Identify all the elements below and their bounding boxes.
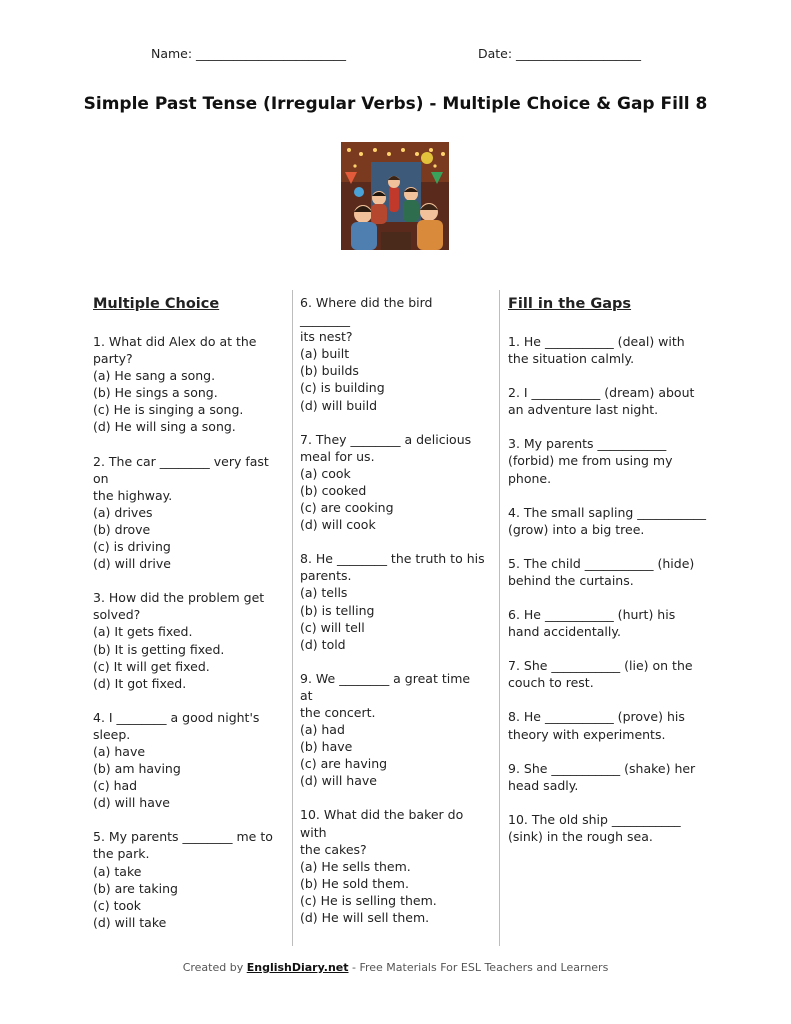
multiple-choice-heading: Multiple Choice	[93, 296, 220, 312]
question-text-line: 6. He ___________ (hurt) his	[508, 607, 676, 623]
answer-option[interactable]: (b) is telling	[300, 602, 375, 618]
question-text-line: 7. She ___________ (lie) on the	[508, 658, 693, 674]
question-text-line: 3. How did the problem get	[93, 590, 265, 606]
question-text-line: the situation calmly.	[508, 351, 635, 367]
question-text-line: its nest?	[300, 329, 353, 345]
question-text-line: 9. She ___________ (shake) her	[508, 760, 696, 776]
question-text-line: 2. I ___________ (dream) about	[508, 385, 695, 401]
question-text-line: the concert.	[300, 704, 376, 720]
question-item	[93, 589, 283, 692]
question-text-line: 7. They ________ a delicious	[300, 431, 472, 447]
question-text-line: 3. My parents ___________	[508, 436, 667, 452]
question-item	[508, 606, 708, 640]
worksheet-title: Simple Past Tense (Irregular Verbs) - Multiple Choice & Gap Fill 8	[83, 94, 708, 114]
answer-option[interactable]: (a) cook	[300, 465, 351, 481]
question-item	[508, 435, 708, 486]
question-text-line: hand accidentally.	[508, 624, 621, 640]
name-field-label: Name: ________________________	[151, 46, 347, 61]
question-text-line: 10. The old ship ___________	[508, 811, 681, 827]
answer-option[interactable]: (b) cooked	[300, 482, 367, 498]
question-text-line: an adventure last night.	[508, 402, 659, 418]
multiple-choice-column-2	[300, 294, 485, 943]
gap-fill-column	[508, 294, 708, 862]
question-text-line: meal for us.	[300, 448, 375, 464]
answer-option[interactable]: (b) He sings a song.	[93, 385, 218, 401]
answer-option[interactable]: (c) took	[93, 897, 142, 913]
question-text-line: 10. What did the baker do with	[300, 807, 468, 840]
answer-option[interactable]: (c) are cooking	[300, 500, 394, 516]
question-text-line: 4. I ________ a good night's	[93, 709, 260, 725]
answer-option[interactable]: (b) are taking	[93, 880, 178, 896]
question-text-line: (forbid) me from using my	[508, 453, 673, 469]
answer-option[interactable]: (d) He will sell them.	[300, 910, 430, 925]
question-item	[300, 294, 485, 414]
answer-option[interactable]: (b) He sold them.	[300, 875, 409, 891]
question-item	[508, 333, 708, 367]
answer-option[interactable]: (b) am having	[93, 761, 181, 777]
question-text-line: 5. The child ___________ (hide)	[508, 555, 695, 571]
answer-option[interactable]: (b) have	[300, 739, 353, 755]
answer-option[interactable]: (a) tells	[300, 585, 348, 601]
answer-option[interactable]: (c) He is singing a song.	[93, 402, 244, 418]
answer-option[interactable]: (b) It is getting fixed.	[93, 641, 225, 657]
question-text-line: the highway.	[93, 487, 173, 503]
column-divider-2	[499, 290, 500, 946]
question-text-line: sleep.	[93, 726, 131, 742]
answer-option[interactable]: (c) He is selling them.	[300, 892, 437, 908]
question-item	[93, 828, 283, 931]
question-text-line: 6. Where did the bird ________	[300, 295, 437, 328]
question-item	[300, 806, 485, 926]
answer-option[interactable]: (a) It gets fixed.	[93, 624, 193, 640]
question-item	[508, 708, 708, 742]
question-text-line: solved?	[93, 607, 141, 623]
question-item	[93, 333, 283, 436]
gap-fill-heading: Fill in the Gaps	[508, 296, 632, 312]
answer-option[interactable]: (d) will cook	[300, 517, 376, 533]
answer-option[interactable]: (a) built	[300, 346, 350, 362]
answer-option[interactable]: (d) It got fixed.	[93, 675, 187, 691]
question-text-line: head sadly.	[508, 777, 579, 793]
answer-option[interactable]: (d) He will sing a song.	[93, 419, 236, 435]
question-text-line: 4. The small sapling ___________	[508, 504, 707, 520]
question-item	[93, 453, 283, 573]
question-item	[508, 384, 708, 418]
answer-option[interactable]: (a) had	[300, 722, 345, 738]
answer-option[interactable]: (d) will build	[300, 397, 378, 413]
question-text-line: theory with experiments.	[508, 726, 666, 742]
answer-option[interactable]: (d) will have	[300, 773, 377, 789]
answer-option[interactable]: (c) is driving	[93, 539, 171, 555]
footer-prefix: Created by	[182, 961, 247, 974]
answer-option[interactable]: (b) drove	[93, 521, 151, 537]
question-item	[300, 550, 485, 653]
party-illustration	[341, 142, 449, 250]
answer-option[interactable]: (a) He sang a song.	[93, 368, 216, 384]
question-item	[508, 657, 708, 691]
date-field-label: Date: ____________________	[478, 46, 642, 61]
answer-option[interactable]: (c) It will get fixed.	[93, 658, 210, 674]
question-item	[93, 709, 283, 812]
answer-option[interactable]: (b) builds	[300, 363, 359, 379]
footer-suffix: - Free Materials For ESL Teachers and Learners	[348, 961, 609, 974]
question-text-line: (grow) into a big tree.	[508, 521, 645, 537]
answer-option[interactable]: (c) are having	[300, 756, 388, 772]
column-divider-1	[292, 290, 293, 946]
question-text-line: parents.	[300, 568, 352, 584]
answer-option[interactable]: (c) had	[93, 778, 138, 794]
question-item	[300, 670, 485, 790]
question-text-line: (sink) in the rough sea.	[508, 828, 653, 844]
answer-option[interactable]: (d) will drive	[93, 556, 171, 572]
footer-credit	[0, 961, 791, 974]
question-text-line: 8. He ___________ (prove) his	[508, 709, 685, 725]
question-text-line: behind the curtains.	[508, 572, 634, 588]
answer-option[interactable]: (c) will tell	[300, 619, 365, 635]
multiple-choice-column-1	[93, 294, 283, 948]
answer-option[interactable]: (d) will have	[93, 795, 170, 811]
question-item	[508, 760, 708, 794]
question-text-line: 2. The car ________ very fast on	[93, 453, 273, 486]
question-text-line: 5. My parents ________ me to	[93, 829, 273, 845]
question-item	[508, 504, 708, 538]
question-text-line: 9. We ________ a great time at	[300, 670, 475, 703]
answer-option[interactable]: (c) is building	[300, 380, 385, 396]
answer-option[interactable]: (a) take	[93, 863, 142, 879]
question-text-line: the park.	[93, 846, 150, 862]
question-item	[300, 431, 485, 534]
question-text-line: 1. What did Alex do at the	[93, 334, 257, 349]
question-text-line: couch to rest.	[508, 675, 594, 691]
question-text-line: 8. He ________ the truth to his	[300, 551, 485, 567]
question-text-line: party?	[93, 351, 133, 367]
answer-option[interactable]: (a) drives	[93, 504, 153, 520]
footer-site-link[interactable]: EnglishDiary.net	[246, 961, 349, 974]
question-item	[508, 555, 708, 589]
answer-option[interactable]: (d) will take	[93, 914, 167, 930]
answer-option[interactable]: (d) told	[300, 636, 346, 652]
answer-option[interactable]: (a) have	[93, 743, 146, 759]
question-text-line: phone.	[508, 470, 552, 486]
answer-option[interactable]: (a) He sells them.	[300, 858, 411, 874]
question-item	[508, 811, 708, 845]
question-text-line: the cakes?	[300, 841, 367, 857]
question-text-line: 1. He ___________ (deal) with	[508, 334, 685, 349]
